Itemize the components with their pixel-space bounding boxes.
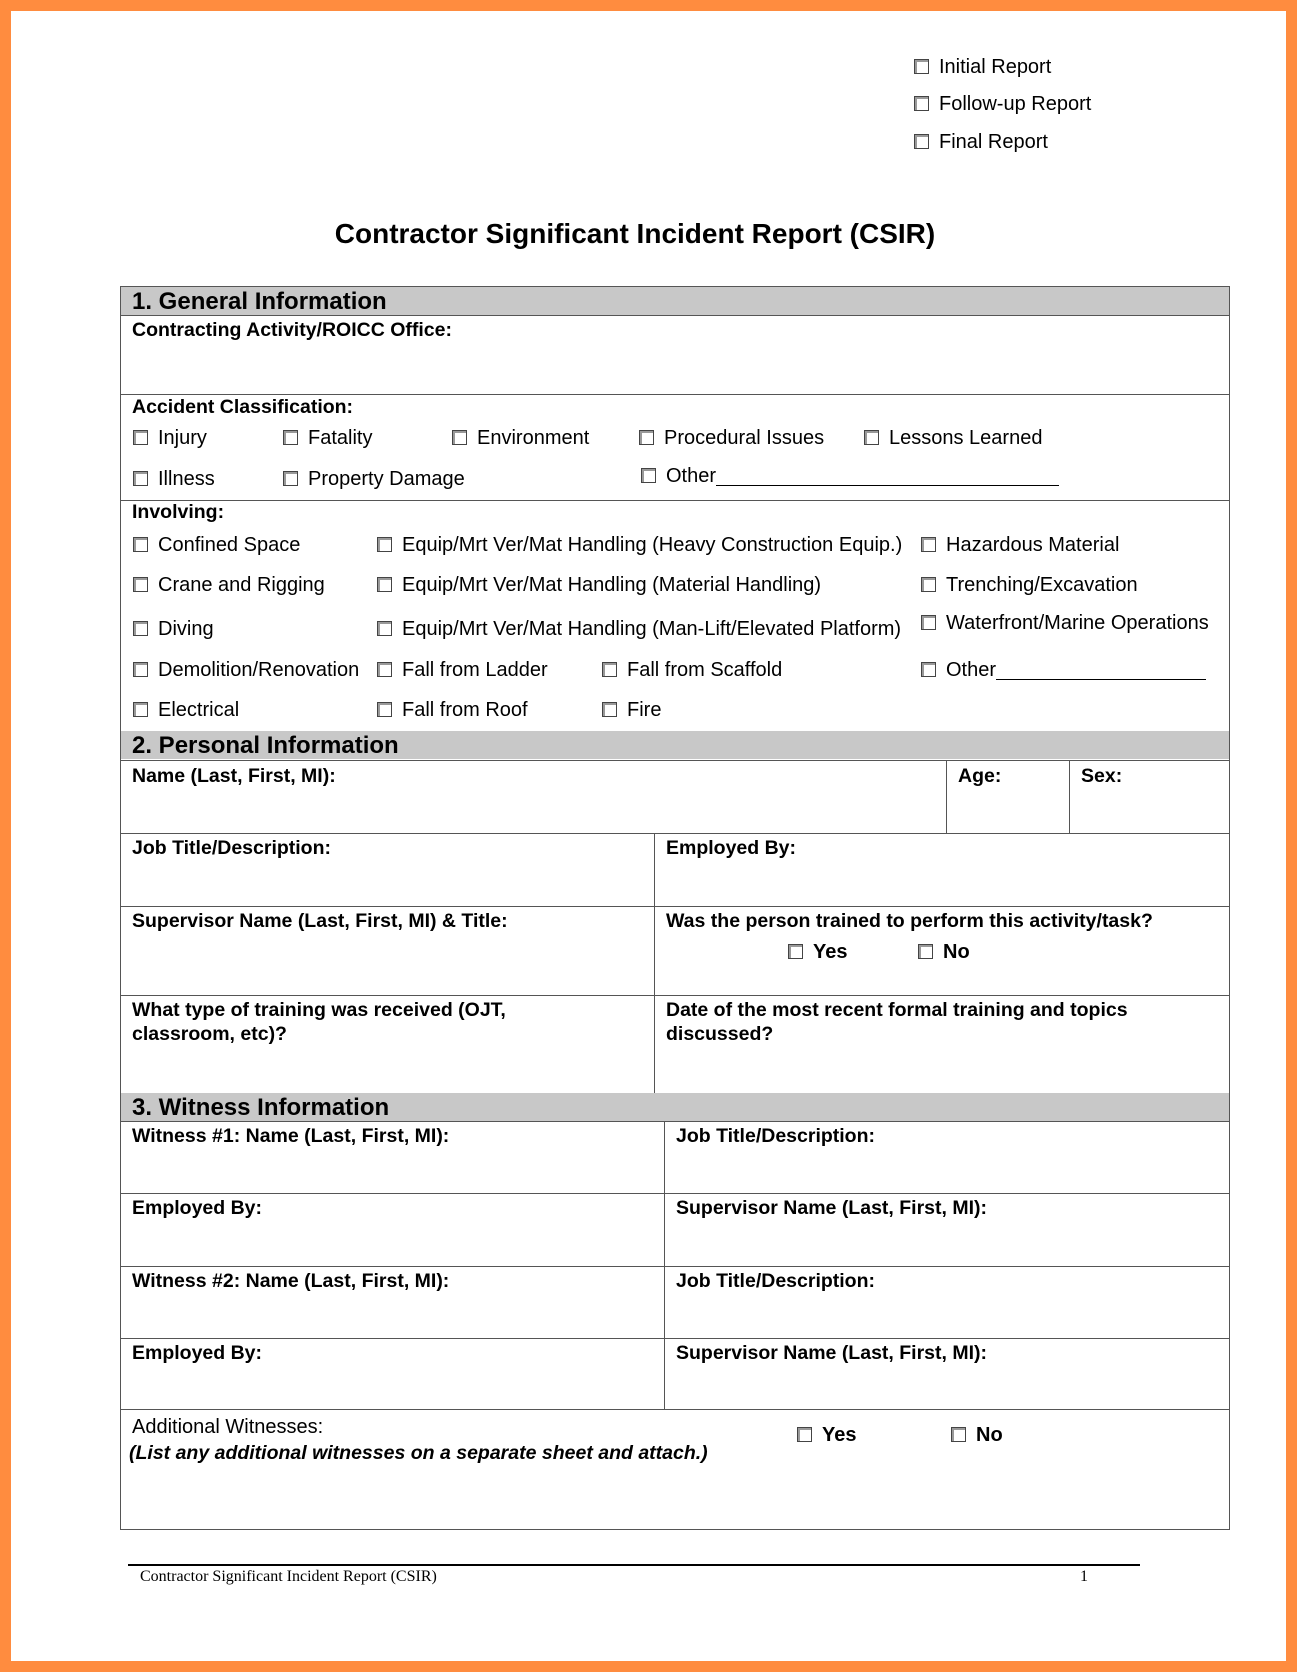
footer-title: Contractor Significant Incident Report (CSIR) (140, 1568, 437, 1585)
equip-heavy-label: Equip/Mrt Ver/Mat Handling (Heavy Construction Equip.) (402, 534, 903, 556)
involving-other-label: Other (946, 659, 997, 681)
equip-material-label: Equip/Mrt Ver/Mat Handling (Material Handling) (402, 574, 822, 596)
section1-header: 1. General Information (121, 287, 1229, 315)
injury-label: Injury (158, 427, 207, 449)
witness1-job-label: Job Title/Description: (676, 1125, 875, 1147)
witness1-supervisor-label: Supervisor Name (Last, First, MI): (676, 1197, 987, 1219)
witness1-name-label: Witness #1: Name (Last, First, MI): (132, 1125, 450, 1147)
confined-space-label: Confined Space (158, 534, 301, 556)
document-title: Contractor Significant Incident Report (CSIR) (334, 218, 936, 249)
fall-scaffold-label: Fall from Scaffold (627, 659, 783, 681)
additional-witnesses-label: Additional Witnesses: (132, 1416, 324, 1438)
witness2-employed-label: Employed By: (132, 1342, 263, 1364)
additional-yes-label: Yes (822, 1424, 857, 1446)
contracting-activity-label: Contracting Activity/ROICC Office: (132, 319, 452, 341)
lessons-learned-label: Lessons Learned (889, 427, 1043, 449)
witness2-name-label: Witness #2: Name (Last, First, MI): (132, 1270, 450, 1292)
witness1-employed-label: Employed By: (132, 1197, 263, 1219)
page-number: 1 (1080, 1568, 1088, 1585)
age-label: Age: (958, 765, 1002, 787)
illness-label: Illness (158, 468, 215, 490)
environment-label: Environment (477, 427, 590, 449)
training-type-label-line1: What type of training was received (OJT, (132, 999, 506, 1021)
additional-witnesses-note: (List any additional witnesses on a separate sheet and attach.) (129, 1442, 708, 1464)
additional-no-label: No (976, 1424, 1003, 1446)
employed-by-label: Employed By: (666, 837, 797, 859)
section2-header: 2. Personal Information (121, 731, 1229, 759)
trenching-label: Trenching/Excavation (946, 574, 1138, 596)
classification-other-label: Other (666, 465, 717, 487)
followup-report-label: Follow-up Report (939, 93, 1092, 115)
fall-roof-label: Fall from Roof (402, 699, 528, 721)
fall-ladder-label: Fall from Ladder (402, 659, 548, 681)
electrical-label: Electrical (158, 699, 240, 721)
training-date-label-line1: Date of the most recent formal training and topics (666, 999, 1128, 1021)
involving-label: Involving: (132, 501, 225, 523)
name-label: Name (Last, First, MI): (132, 765, 336, 787)
trained-no-label: No (943, 941, 970, 963)
section3-header: 3. Witness Information (121, 1093, 1229, 1121)
equip-manlift-label: Equip/Mrt Ver/Mat Handling (Man-Lift/Elevated Platform) (402, 618, 902, 640)
trained-yes-label: Yes (813, 941, 848, 963)
waterfront-label: Waterfront/Marine Operations (946, 612, 1209, 634)
sex-label: Sex: (1081, 765, 1123, 787)
trained-question: Was the person trained to perform this activity/task? (666, 910, 1153, 932)
fire-label: Fire (627, 699, 662, 721)
accident-classification-label: Accident Classification: (132, 396, 354, 418)
supervisor-label: Supervisor Name (Last, First, MI) & Title: (132, 910, 508, 932)
hazardous-material-label: Hazardous Material (946, 534, 1120, 556)
job-title-label: Job Title/Description: (132, 837, 331, 859)
final-report-label: Final Report (939, 131, 1048, 153)
witness2-job-label: Job Title/Description: (676, 1270, 875, 1292)
crane-rigging-label: Crane and Rigging (158, 574, 325, 596)
initial-report-label: Initial Report (939, 56, 1052, 78)
property-damage-label: Property Damage (308, 468, 465, 490)
fatality-label: Fatality (308, 427, 373, 449)
procedural-issues-label: Procedural Issues (664, 427, 825, 449)
training-date-label-line2: discussed? (666, 1023, 774, 1045)
training-type-label-line2: classroom, etc)? (132, 1023, 287, 1045)
witness2-supervisor-label: Supervisor Name (Last, First, MI): (676, 1342, 987, 1364)
demolition-label: Demolition/Renovation (158, 659, 360, 681)
diving-label: Diving (158, 618, 214, 640)
